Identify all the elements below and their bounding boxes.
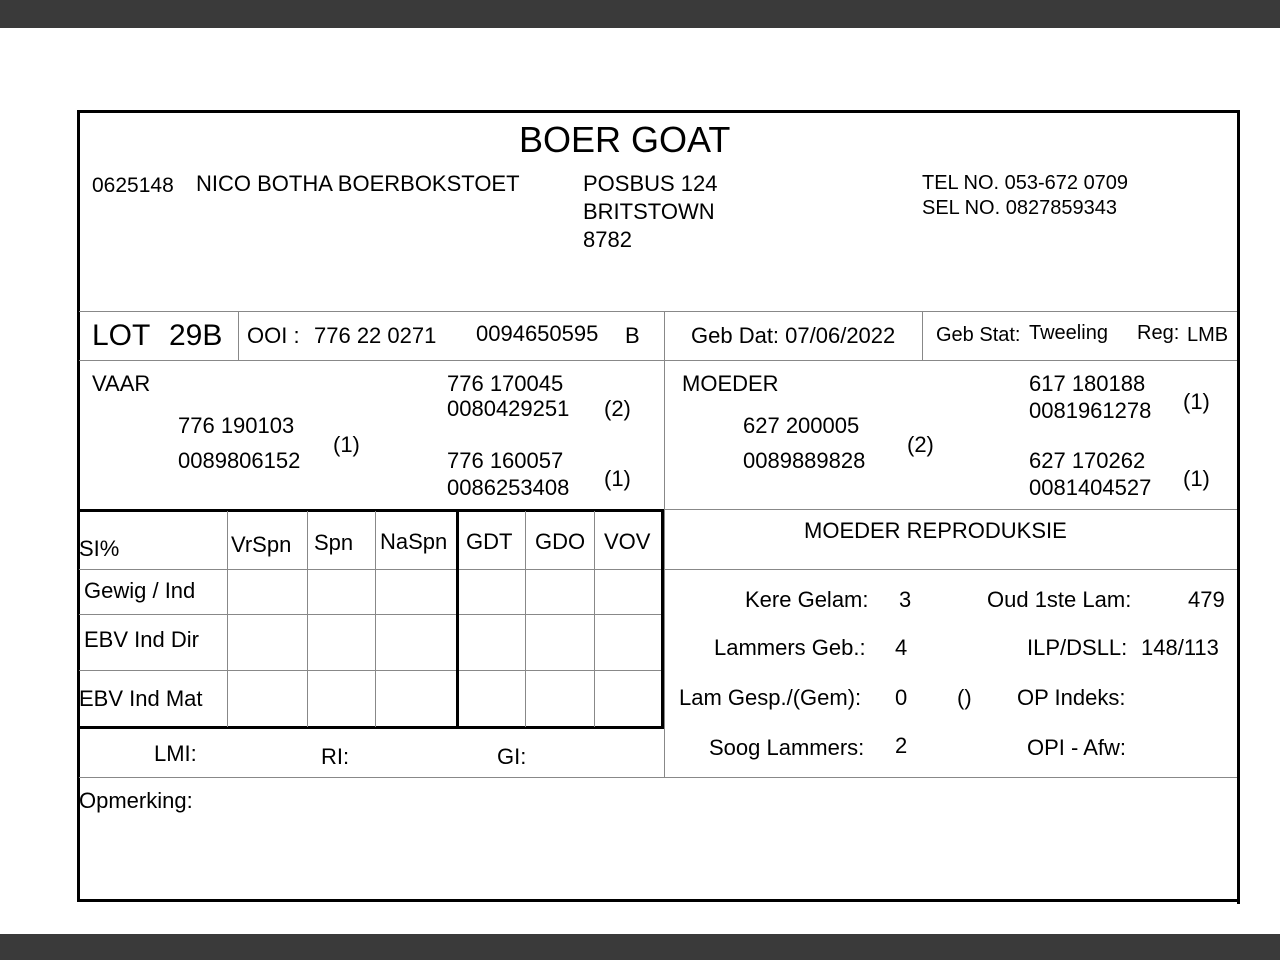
breeder-name: NICO BOTHA BOERBOKSTOET bbox=[196, 171, 520, 196]
reg-label: Reg: bbox=[1137, 322, 1180, 344]
lammers-geb-value: 4 bbox=[895, 635, 908, 660]
geb-stat-label: Geb Stat: bbox=[936, 324, 1021, 346]
divider-lot bbox=[79, 360, 1237, 361]
grid-border-middle bbox=[456, 511, 459, 728]
card-border-bottom bbox=[77, 899, 1240, 902]
card-border-right bbox=[1237, 110, 1240, 904]
ooi-label: OOI : bbox=[247, 323, 300, 348]
column-header-vov: VOV bbox=[604, 529, 651, 554]
lot-number: 29B bbox=[169, 319, 223, 352]
moeder-sire-number: 0081961278 bbox=[1029, 398, 1152, 423]
breeder-code: 0625148 bbox=[92, 174, 174, 197]
moeder-dam-id: 627 170262 bbox=[1029, 448, 1146, 473]
reg-value: LMB bbox=[1187, 324, 1229, 346]
divider-columns bbox=[79, 569, 1237, 570]
viewer-top-bar bbox=[0, 0, 1280, 28]
vaar-number: 0089806152 bbox=[178, 448, 301, 473]
divider-row-2 bbox=[79, 670, 664, 671]
ilp-dsll-label: ILP/DSLL: bbox=[1027, 635, 1128, 660]
ooi-grade: B bbox=[625, 323, 640, 348]
lam-gesp-value: 0 bbox=[895, 685, 908, 710]
kere-gelam-value: 3 bbox=[899, 587, 912, 612]
row-label-ebv-ind-mat: EBV Ind Mat bbox=[79, 686, 203, 711]
vaar-dam-id: 776 160057 bbox=[447, 448, 564, 473]
ooi-number: 0094650595 bbox=[476, 321, 599, 346]
vaar-dam-grade: (1) bbox=[604, 466, 631, 491]
birth-date: Geb Dat: 07/06/2022 bbox=[691, 323, 896, 348]
divider-geb-stat bbox=[922, 311, 923, 361]
lam-gem-value: () bbox=[957, 685, 972, 710]
row-label-ebv-ind-dir: EBV Ind Dir bbox=[84, 627, 199, 652]
grid-col-1 bbox=[227, 511, 228, 727]
lam-gesp-label: Lam Gesp./(Gem): bbox=[679, 685, 862, 710]
oud-1ste-lam-label: Oud 1ste Lam: bbox=[987, 587, 1132, 612]
vaar-sire-grade: (2) bbox=[604, 396, 631, 421]
divider-row-1 bbox=[79, 614, 664, 615]
grid-col-3 bbox=[375, 511, 376, 727]
grid-border-bottom bbox=[79, 726, 664, 729]
column-header-si: SI% bbox=[79, 536, 120, 561]
moeder-dam-grade: (1) bbox=[1183, 466, 1210, 491]
grid-col-5 bbox=[525, 511, 526, 727]
column-header-vrspn: VrSpn bbox=[231, 532, 292, 557]
divider-header bbox=[79, 311, 1237, 312]
divider-indices bbox=[79, 777, 1237, 778]
kere-gelam-label: Kere Gelam: bbox=[745, 587, 869, 612]
reproduction-title: MOEDER REPRODUKSIE bbox=[804, 518, 1067, 543]
card-title: BOER GOAT bbox=[519, 119, 731, 160]
column-header-naspn: NaSpn bbox=[380, 529, 448, 554]
vaar-sire-number: 0080429251 bbox=[447, 396, 570, 421]
divider-center bbox=[664, 311, 665, 778]
op-indeks-label: OP Indeks: bbox=[1017, 685, 1126, 710]
soog-lammers-label: Soog Lammers: bbox=[709, 735, 865, 760]
address-line-2: BRITSTOWN bbox=[583, 199, 715, 224]
moeder-dam-number: 0081404527 bbox=[1029, 475, 1152, 500]
column-header-gdo: GDO bbox=[535, 529, 586, 554]
card-border-left bbox=[77, 110, 80, 902]
moeder-label: MOEDER bbox=[682, 371, 779, 396]
remarks-label: Opmerking: bbox=[79, 788, 193, 813]
moeder-sire-grade: (1) bbox=[1183, 389, 1210, 414]
moeder-number: 0089889828 bbox=[743, 448, 866, 473]
gi-label: GI: bbox=[497, 744, 527, 769]
divider-pedigree-right bbox=[664, 509, 1237, 510]
geb-stat-value: Tweeling bbox=[1029, 322, 1108, 344]
viewer-bottom-bar bbox=[0, 934, 1280, 960]
column-header-spn: Spn bbox=[314, 530, 354, 555]
ri-label: RI: bbox=[321, 744, 350, 769]
grid-col-6 bbox=[594, 511, 595, 727]
moeder-grade: (2) bbox=[907, 432, 934, 457]
vaar-id: 776 190103 bbox=[178, 413, 295, 438]
address-line-1: POSBUS 124 bbox=[583, 171, 718, 196]
ilp-dsll-value: 148/113 bbox=[1141, 635, 1219, 660]
grid-col-2 bbox=[307, 511, 308, 727]
opi-afw-label: OPI - Afw: bbox=[1027, 735, 1127, 760]
telephone-number: TEL NO. 053-672 0709 bbox=[922, 172, 1129, 194]
moeder-sire-id: 617 180188 bbox=[1029, 371, 1146, 396]
cellphone-number: SEL NO. 0827859343 bbox=[922, 197, 1117, 219]
address-line-3: 8782 bbox=[583, 227, 632, 252]
vaar-dam-number: 0086253408 bbox=[447, 475, 570, 500]
vaar-grade: (1) bbox=[333, 432, 360, 457]
ooi-id: 776 22 0271 bbox=[314, 323, 437, 348]
soog-lammers-value: 2 bbox=[895, 733, 908, 758]
card-border-top bbox=[77, 110, 1240, 113]
lmi-label: LMI: bbox=[154, 741, 197, 766]
moeder-id: 627 200005 bbox=[743, 413, 860, 438]
oud-1ste-lam-value: 479 bbox=[1188, 587, 1225, 612]
row-label-gewig-ind: Gewig / Ind bbox=[84, 578, 196, 603]
vaar-sire-id: 776 170045 bbox=[447, 371, 564, 396]
vaar-label: VAAR bbox=[92, 371, 151, 396]
column-header-gdt: GDT bbox=[466, 529, 513, 554]
lammers-geb-label: Lammers Geb.: bbox=[714, 635, 866, 660]
divider-lot-number bbox=[238, 311, 239, 361]
grid-border-top bbox=[79, 509, 664, 512]
lot-label: LOT bbox=[92, 319, 151, 352]
